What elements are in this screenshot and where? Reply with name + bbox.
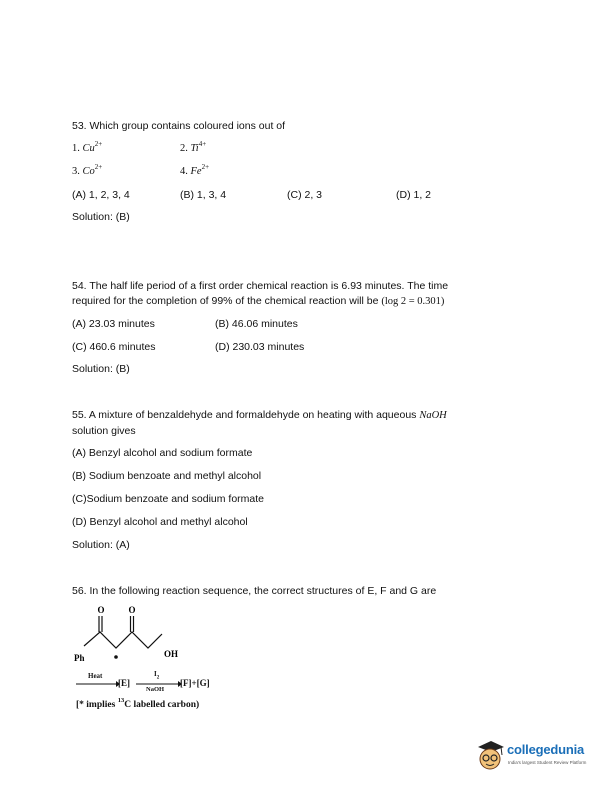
q53-option-a: (A) 1, 2, 3, 4 (72, 189, 130, 201)
q53-solution: Solution: (B) (72, 211, 130, 223)
q53-option-d: (D) 1, 2 (396, 189, 432, 201)
q55-option-d: (D) Benzyl alcohol and methyl alcohol (72, 516, 248, 528)
heat-label: Heat (88, 672, 103, 680)
carbonyl-oxygen-1: O (97, 605, 105, 615)
hydroxyl-label: OH (164, 649, 179, 659)
q54-text-line2: required for the completion of 99% of the chemical reaction will be (log 2 = 0.301) (72, 295, 445, 307)
mascot-icon (475, 739, 505, 773)
q56-text: 56. In the following reaction sequence, the correct structures of E, F and G are (72, 585, 437, 597)
labelled-carbon-dot (114, 655, 118, 659)
q55-text-line1: 55. A mixture of benzaldehyde and formaldehyde on heating with aqueous NaOH (72, 409, 447, 421)
carbonyl-oxygen-2: O (128, 605, 136, 615)
q54-option-c: (C) 460.6 minutes (72, 341, 156, 353)
q53-text: 53. Which group contains coloured ions out of (72, 120, 286, 132)
collegedunia-logo (475, 739, 605, 773)
q54-option-a: (A) 23.03 minutes (72, 318, 155, 330)
q56-structure-diagram (70, 602, 190, 668)
q53-option-b: (B) 1, 3, 4 (180, 189, 227, 201)
q53-option-c: (C) 2, 3 (287, 189, 323, 201)
intermediate-e: [E] (118, 678, 130, 688)
iodine-reagent: $I_2$ (154, 670, 160, 681)
q54-solution: Solution: (B) (72, 363, 130, 375)
products-f-g: [F]+[G] (180, 678, 210, 688)
q54-log-hint: (log 2 = 0.301) (381, 296, 445, 307)
q56-reaction-scheme (76, 672, 266, 696)
q53-ion-3: 3. $Co^{2+}$ (72, 162, 103, 177)
q54-text-line1: 54. The half life period of a first order chemical reaction is 6.93 minutes. The time (72, 280, 449, 292)
q56-note: [* implies $^{13}$C labelled carbon) (76, 696, 200, 710)
q55-option-a: (A) Benzyl alcohol and sodium formate (72, 447, 253, 459)
brand-name: collegedunia (507, 742, 585, 757)
q55-option-b: (B) Sodium benzoate and methyl alcohol (72, 470, 262, 482)
q55-solution: Solution: (A) (72, 539, 130, 551)
heat-arrow (76, 680, 120, 688)
q53-ion-4: 4. $Fe^{2+}$ (180, 162, 210, 177)
q54-option-d: (D) 230.03 minutes (215, 341, 305, 353)
naoh-reagent: NaOH (146, 686, 165, 693)
q55-reagent: NaOH (419, 410, 447, 421)
brand-tagline: India's largest Student Review Platform (508, 760, 587, 765)
q55-text-line2: solution gives (72, 425, 136, 437)
phenyl-label: Ph (74, 653, 85, 663)
structure-bonds (84, 616, 162, 648)
q53-ion-1: 1. $Cu^{2+}$ (72, 139, 103, 154)
q54-option-b: (B) 46.06 minutes (215, 318, 298, 330)
q53-ion-2: 2. $Ti^{4+}$ (180, 139, 207, 154)
q55-option-c: (C)Sodium benzoate and sodium formate (72, 493, 265, 505)
